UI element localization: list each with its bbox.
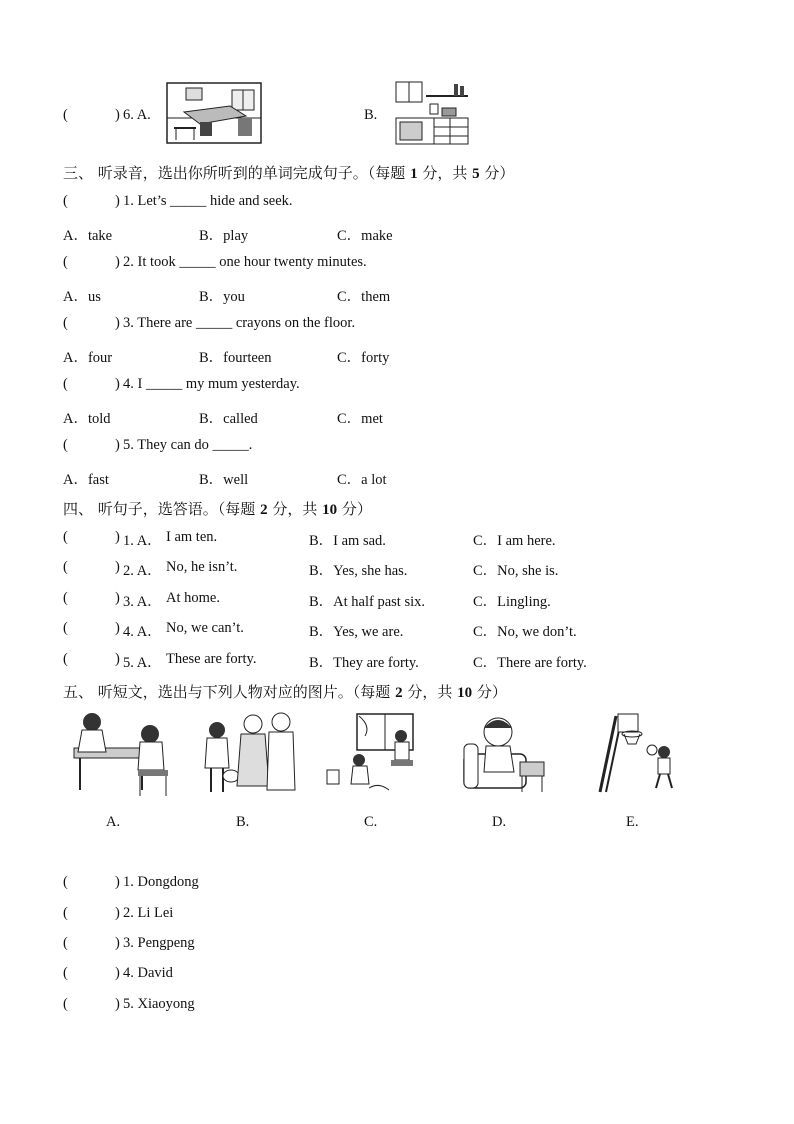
question-text: 2. Li Lei (123, 905, 174, 921)
answer-blank[interactable]: ( ) (63, 254, 120, 270)
question-text: 3. Pengpeng (123, 935, 195, 951)
option-a: These are forty. (166, 651, 257, 667)
picture-c-boys-cleaning (325, 712, 415, 796)
option-b: B．I am sad. (309, 533, 386, 549)
option-c: C．make (337, 228, 393, 244)
option-c: C．No, we don’t. (473, 624, 577, 640)
option-b: B．Yes, we are. (309, 624, 404, 640)
option-c: C．I am here. (473, 533, 556, 549)
option-a: No, he isn’t. (166, 559, 238, 575)
caption-e: E. (626, 814, 639, 830)
answer-blank[interactable]: ( ) (63, 935, 120, 951)
question-number: 1. A． (123, 533, 162, 549)
option-b: B．At half past six. (309, 594, 425, 610)
bedroom-picture (166, 82, 262, 144)
answer-blank[interactable]: ( ) (63, 437, 120, 453)
option-a: A．fast (63, 472, 109, 488)
question-text: 1. Dongdong (123, 874, 199, 890)
option-a: A．us (63, 289, 101, 305)
answer-blank[interactable]: ( ) (63, 965, 120, 981)
option-a: A．told (63, 411, 111, 427)
picture-b-boy-with-grandparents (197, 712, 299, 796)
option-a: A．take (63, 228, 113, 244)
option-a: I am ten. (166, 529, 218, 545)
section-5-heading: 五、 听短文，选出与下列人物对应的图片。（每题 2 分，共 10 分） (63, 683, 507, 701)
answer-blank[interactable]: ( ) (63, 559, 120, 575)
question-number: 2. A． (123, 563, 162, 579)
question-number: 4. A． (123, 624, 162, 640)
answer-blank[interactable]: ( ) (63, 905, 120, 921)
answer-blank[interactable]: ( ) (63, 376, 120, 392)
picture-a-boys-playing-chess (66, 708, 174, 800)
question-text: 4. I _____ my mum yesterday. (123, 376, 300, 392)
question-text: 4. David (123, 965, 173, 981)
option-c: C．There are forty. (473, 655, 587, 671)
question-number: 3. A． (123, 594, 162, 610)
kitchen-picture (394, 80, 470, 146)
answer-blank[interactable]: ( ) (63, 193, 120, 209)
q6-label: 6. A. (123, 107, 151, 123)
question-text: 1. Let’s _____ hide and seek. (123, 193, 293, 209)
question-text: 3. There are _____ crayons on the floor. (123, 315, 356, 331)
option-c: C．Lingling. (473, 594, 551, 610)
option-b: B．you (199, 289, 245, 305)
option-c: C．forty (337, 350, 390, 366)
answer-blank-q6[interactable]: ( ) (63, 107, 120, 123)
option-b: B．play (199, 228, 249, 244)
answer-blank[interactable]: ( ) (63, 651, 120, 667)
section-4-heading: 四、 听句子，选答语。（每题 2 分，共 10 分） (63, 500, 372, 518)
option-b: B．Yes, she has. (309, 563, 408, 579)
question-number: 5. A． (123, 655, 162, 671)
option-b: B．well (199, 472, 249, 488)
caption-c: C. (364, 814, 378, 830)
picture-e-boy-playing-basketball (588, 712, 678, 796)
option-a: A．four (63, 350, 113, 366)
q6-option-b: B. (364, 107, 378, 123)
option-b: B．called (199, 411, 258, 427)
answer-blank[interactable]: ( ) (63, 996, 120, 1012)
caption-d: D. (492, 814, 507, 830)
answer-blank[interactable]: ( ) (63, 529, 120, 545)
option-c: C．met (337, 411, 383, 427)
caption-b: B. (236, 814, 250, 830)
caption-a: A. (106, 814, 121, 830)
option-b: B．fourteen (199, 350, 272, 366)
answer-blank[interactable]: ( ) (63, 620, 120, 636)
question-text: 5. Xiaoyong (123, 996, 195, 1012)
section-3-heading: 三、 听录音，选出你所听到的单词完成句子。（每题 1 分，共 5 分） (63, 164, 515, 182)
option-c: C．a lot (337, 472, 387, 488)
answer-blank[interactable]: ( ) (63, 874, 120, 890)
option-c: C．them (337, 289, 391, 305)
option-a: No, we can’t. (166, 620, 244, 636)
question-text: 5. They can do _____. (123, 437, 253, 453)
option-a: At home. (166, 590, 220, 606)
answer-blank[interactable]: ( ) (63, 590, 120, 606)
picture-d-boy-on-phone (462, 714, 548, 794)
answer-blank[interactable]: ( ) (63, 315, 120, 331)
option-b: B．They are forty. (309, 655, 419, 671)
question-text: 2. It took _____ one hour twenty minutes. (123, 254, 367, 270)
option-c: C．No, she is. (473, 563, 559, 579)
